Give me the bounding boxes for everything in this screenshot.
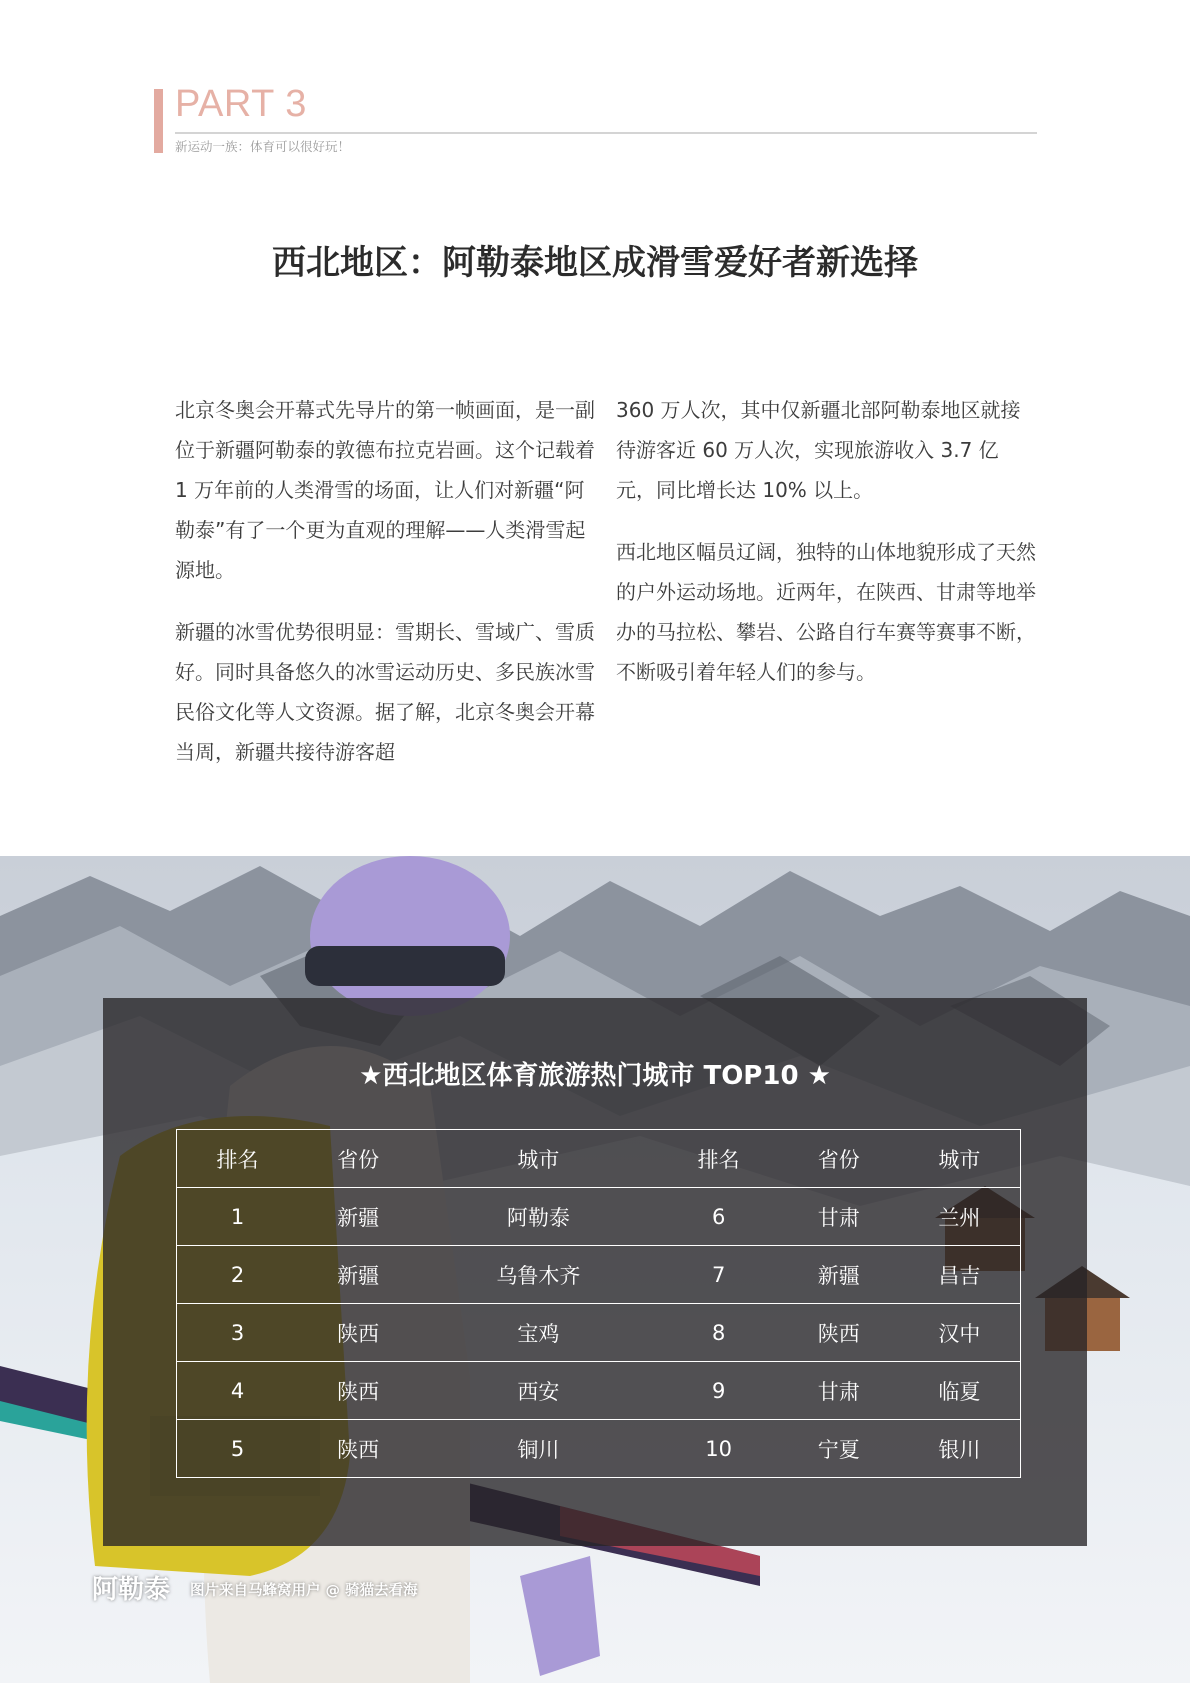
table-cell: 6 — [659, 1188, 779, 1246]
top10-panel — [103, 998, 1087, 1546]
table-cell: 陕西 — [298, 1420, 418, 1478]
table-row — [177, 1304, 1021, 1362]
table-cell: 4 — [177, 1362, 299, 1420]
table-cell: 银川 — [899, 1420, 1021, 1478]
paragraph: 北京冬奥会开幕式先导片的第一帧画面，是一副位于新疆阿勒泰的敦德布拉克岩画。这个记载着 1 万年前的人类滑雪的场面，让人们对新疆“阿勒泰”有了一个更为直观的理解——人类滑雪起源地。 — [175, 398, 595, 582]
table-cell: 汉中 — [899, 1304, 1021, 1362]
paragraph: 西北地区幅员辽阔，独特的山体地貌形成了天然的户外运动场地。近两年，在陕西、甘肃等地举办的马拉松、攀岩、公路自行车赛等赛事不断，不断吸引着年轻人们的参与。 — [616, 540, 1036, 684]
table-cell: 新疆 — [779, 1246, 899, 1304]
part-label: PART 3 — [175, 83, 307, 125]
table-cell: 7 — [659, 1246, 779, 1304]
table-cell: 宁夏 — [779, 1420, 899, 1478]
table-cell: 昌吉 — [899, 1246, 1021, 1304]
column-header: 排名 — [659, 1130, 779, 1188]
photo-credit: 图片来自马蜂窝用户 @ 骑猫去看海 — [190, 1583, 418, 1599]
table-cell: 2 — [177, 1246, 299, 1304]
header-divider — [175, 132, 1037, 134]
table-header-row — [177, 1130, 1021, 1188]
table-cell: 8 — [659, 1304, 779, 1362]
body-column-left — [175, 390, 595, 794]
table-row — [177, 1362, 1021, 1420]
table-cell: 西安 — [418, 1362, 658, 1420]
table-cell: 兰州 — [899, 1188, 1021, 1246]
page-title: 西北地区：阿勒泰地区成滑雪爱好者新选择 — [272, 243, 918, 283]
column-header: 城市 — [899, 1130, 1021, 1188]
table-cell: 陕西 — [298, 1304, 418, 1362]
table-cell: 3 — [177, 1304, 299, 1362]
table-cell: 新疆 — [298, 1246, 418, 1304]
table-row — [177, 1188, 1021, 1246]
paragraph: 新疆的冰雪优势很明显：雪期长、雪域广、雪质好。同时具备悠久的冰雪运动历史、多民族冰雪民俗文化等人文资源。据了解，北京冬奥会开幕当周，新疆共接待游客超 — [175, 620, 595, 764]
table-cell: 临夏 — [899, 1362, 1021, 1420]
table-cell: 新疆 — [298, 1188, 418, 1246]
part-subtitle: 新运动一族：体育可以很好玩！ — [175, 139, 351, 154]
table-cell: 9 — [659, 1362, 779, 1420]
table-cell: 10 — [659, 1420, 779, 1478]
column-header: 排名 — [177, 1130, 299, 1188]
table-cell: 铜川 — [418, 1420, 658, 1478]
column-header: 省份 — [779, 1130, 899, 1188]
column-header: 省份 — [298, 1130, 418, 1188]
table-cell: 5 — [177, 1420, 299, 1478]
table-row — [177, 1420, 1021, 1478]
table-cell: 宝鸡 — [418, 1304, 658, 1362]
photo-location: 阿勒泰 — [92, 1575, 171, 1605]
table-cell: 陕西 — [779, 1304, 899, 1362]
table-row — [177, 1246, 1021, 1304]
table-cell: 1 — [177, 1188, 299, 1246]
part-accent-bar — [154, 89, 163, 153]
table-cell: 陕西 — [298, 1362, 418, 1420]
table-title: ★西北地区体育旅游热门城市 TOP10 ★ — [359, 1061, 831, 1091]
table-cell: 甘肃 — [779, 1362, 899, 1420]
body-column-right — [616, 390, 1036, 714]
table-cell: 甘肃 — [779, 1188, 899, 1246]
table-cell: 乌鲁木齐 — [418, 1246, 658, 1304]
column-header: 城市 — [418, 1130, 658, 1188]
top10-table — [176, 1129, 1021, 1478]
table-cell: 阿勒泰 — [418, 1188, 658, 1246]
paragraph: 360 万人次，其中仅新疆北部阿勒泰地区就接待游客近 60 万人次，实现旅游收入 3.7 亿元，同比增长达 10% 以上。 — [616, 398, 1021, 502]
